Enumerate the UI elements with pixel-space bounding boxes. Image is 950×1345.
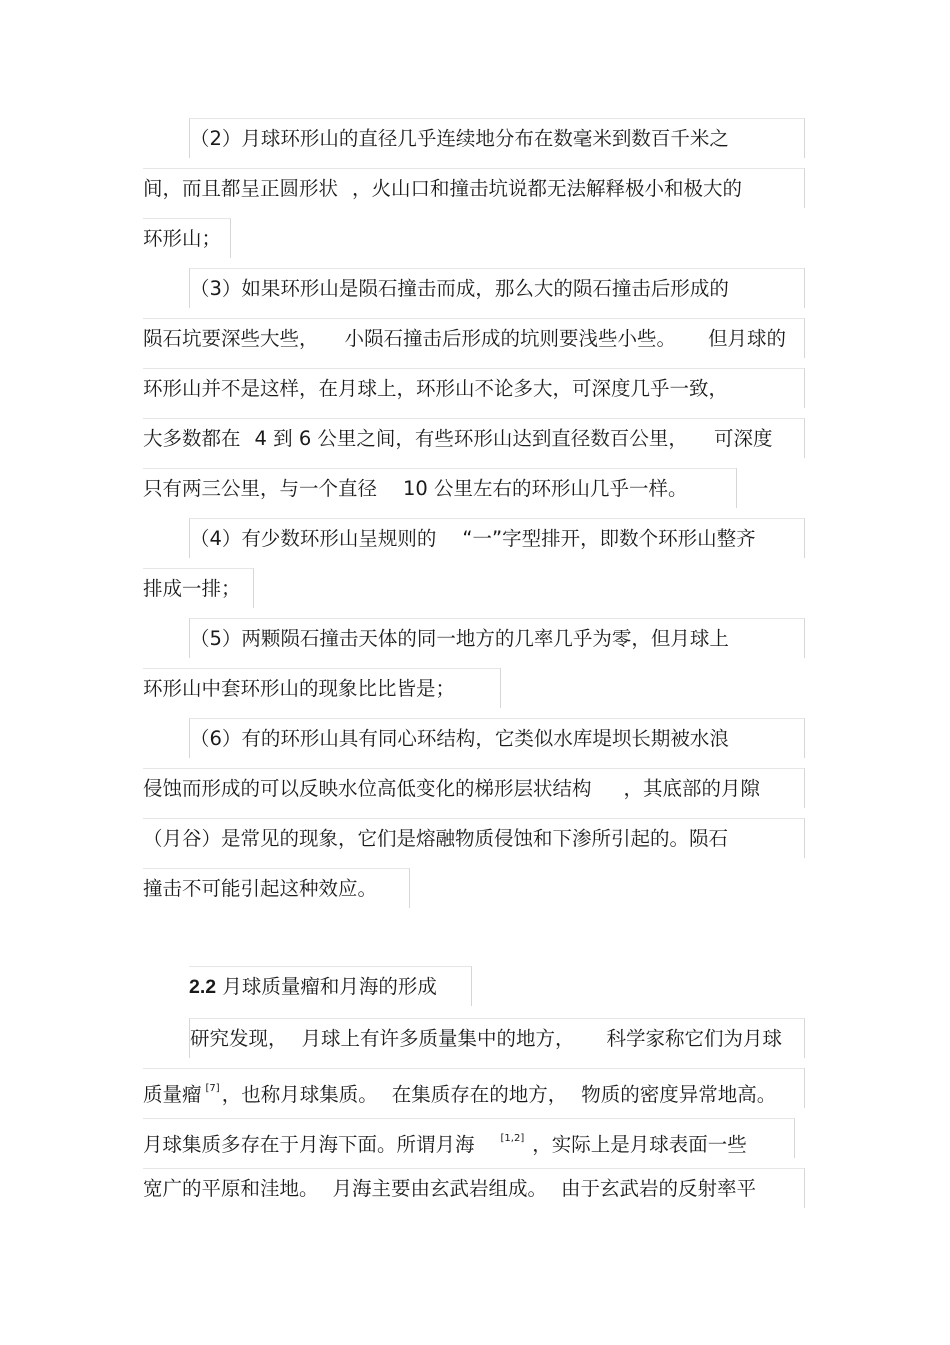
text-run: 月球上有许多质量集中的地方， xyxy=(301,1027,575,1050)
text-run: 但月球的 xyxy=(708,327,787,350)
p4-line-2 xyxy=(143,568,254,608)
p3-line-2 xyxy=(143,318,805,358)
p2-line-1 xyxy=(189,118,805,158)
p7-line-3 xyxy=(143,1118,795,1158)
text-run: 环形山中套环形山的现象比比皆是； xyxy=(143,677,456,700)
text-run: 4 到 6 公里之间，有些环形山达到直径数百公里， xyxy=(254,427,688,450)
text-run: 小陨石撞击后形成的坑则要浅些小些。 xyxy=(344,327,677,350)
text-run: 月球集质多存在于月海下面。所谓月海 xyxy=(143,1133,475,1156)
p6-line-3 xyxy=(143,818,805,858)
text-run: 环形山并不是这样，在月球上，环形山不论多大，可深度几乎一致， xyxy=(143,377,729,400)
text-run: 大多数都在 xyxy=(143,427,241,450)
p6-line-4 xyxy=(143,868,410,908)
p3-line-3 xyxy=(143,368,805,408)
citation-ref: [7] xyxy=(205,1083,220,1094)
text-run: 侵蚀而形成的可以反映水位高低变化的梯形层状结构 xyxy=(143,777,592,800)
citation-ref: [1,2] xyxy=(500,1133,525,1144)
p7-line-4 xyxy=(143,1168,805,1208)
text-run: ，也称月球集质。 xyxy=(221,1083,378,1106)
p5-line-2 xyxy=(143,668,501,708)
text-run: （2）月球环形山的直径几乎连续地分布在数毫米到数百千米之 xyxy=(190,127,729,150)
p2-line-3 xyxy=(143,218,231,258)
text-run: ，其底部的月隙 xyxy=(623,777,761,800)
text-run: （5）两颗陨石撞击天体的同一地方的几率几乎为零，但月球上 xyxy=(190,627,729,650)
p3-line-5 xyxy=(143,468,737,508)
p7-line-1 xyxy=(189,1018,805,1058)
text-run: 排成一排； xyxy=(143,577,241,600)
p5-line-1 xyxy=(189,618,805,658)
text-run: 由于玄武岩的反射率平 xyxy=(561,1177,757,1200)
p2-line-2 xyxy=(143,168,805,208)
text-run: 在集质存在的地方， xyxy=(391,1083,568,1106)
text-run: 间，而且都呈正圆形状 xyxy=(143,177,339,200)
text-run: （3）如果环形山是陨石撞击而成，那么大的陨石撞击后形成的 xyxy=(190,277,729,300)
text-run: ，火山口和撞击坑说都无法解释极小和极大的 xyxy=(352,177,743,200)
text-run: 宽广的平原和洼地。 xyxy=(143,1177,319,1200)
p4-line-1 xyxy=(189,518,805,558)
section-heading xyxy=(189,966,472,1006)
p6-line-1 xyxy=(189,718,805,758)
text-run: 可深度 xyxy=(713,427,773,450)
text-run: 月海主要由玄武岩组成。 xyxy=(332,1177,548,1200)
p3-line-1 xyxy=(189,268,805,308)
text-run: ，实际上是月球表面一些 xyxy=(532,1133,747,1156)
section-title: 月球质量瘤和月海的形成 xyxy=(222,975,437,998)
text-run: （月谷）是常见的现象，它们是熔融物质侵蚀和下渗所引起的。陨石 xyxy=(143,827,729,850)
text-run: 陨石坑要深些大些， xyxy=(143,327,319,350)
text-run: 撞击不可能引起这种效应。 xyxy=(143,877,378,900)
text-run: 环形山； xyxy=(143,227,222,250)
p3-line-4 xyxy=(143,418,805,458)
text-run: （6）有的环形山具有同心环结构，它类似水库堤坝长期被水浪 xyxy=(190,727,729,750)
text-run: （4）有少数环形山呈规则的 xyxy=(190,527,437,550)
text-run: 研究发现， xyxy=(190,1027,288,1050)
text-run: 物质的密度异常地高。 xyxy=(581,1083,777,1106)
text-run: 10 公里左右的环形山几乎一样。 xyxy=(403,477,688,500)
section-number: 2.2 xyxy=(189,976,217,998)
text-run: “一”字型排开，即数个环形山整齐 xyxy=(462,527,756,550)
text-run: 只有两三公里，与一个直径 xyxy=(143,477,378,500)
text-run: 科学家称它们为月球 xyxy=(606,1027,783,1050)
p6-line-2 xyxy=(143,768,805,808)
text-run: 质量瘤 xyxy=(143,1083,202,1106)
p7-line-2 xyxy=(143,1068,805,1108)
